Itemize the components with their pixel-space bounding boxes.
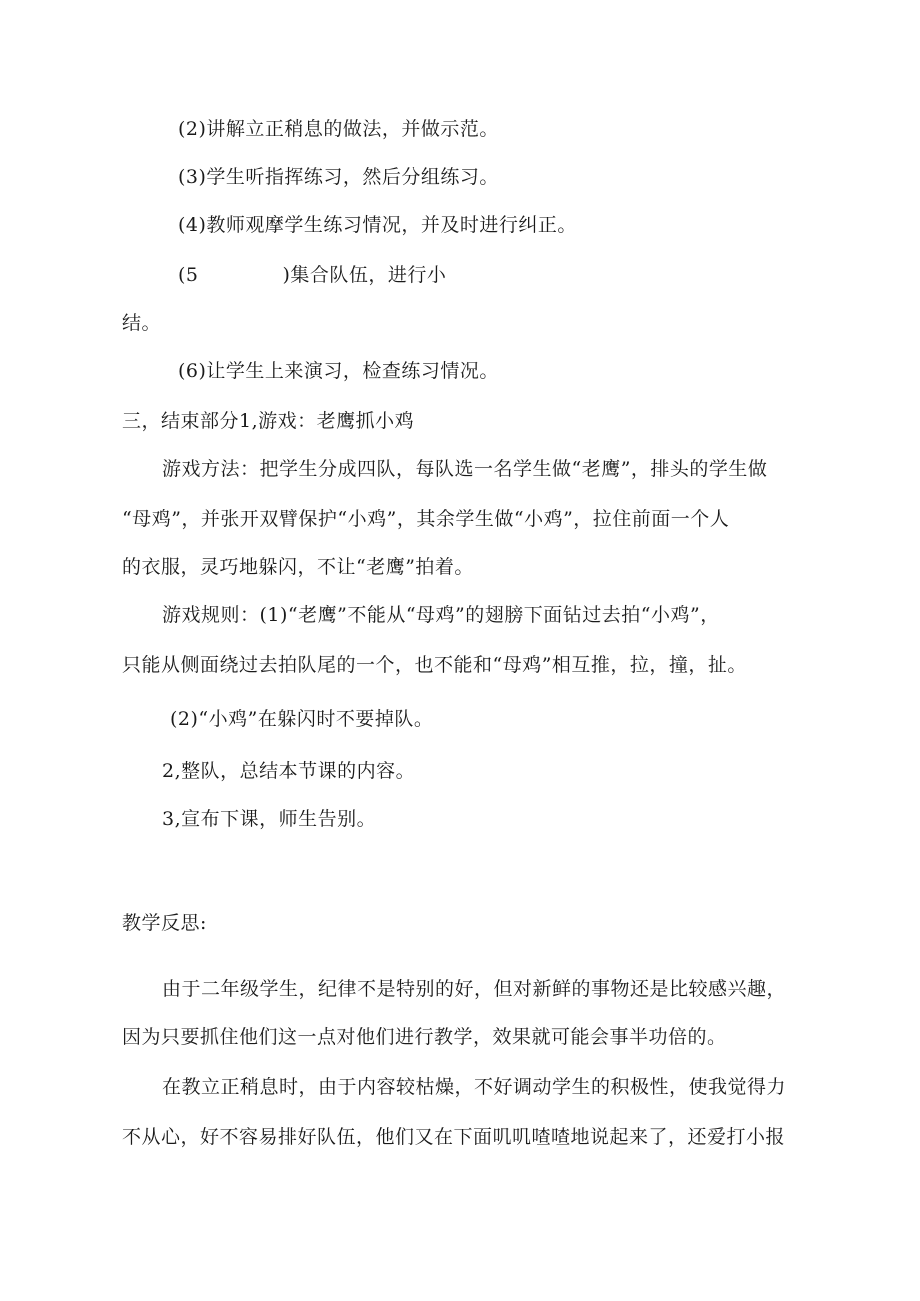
game-method-line-2: “母鸡”，并张开双臂保护“小鸡”，其余学生做“小鸡”，拉住前面一个人 (122, 508, 730, 530)
reflection-paragraph-2-line-2: 不从心，好不容易排好队伍，他们又在下面叽叽喳喳地说起来了，还爱打小报 (122, 1126, 786, 1148)
reflection-title: 教学反思: (122, 912, 207, 934)
reflection-paragraph-2-line-1: 在教立正稍息时，由于内容较枯燥，不好调动学生的积极性，使我觉得力 (162, 1076, 787, 1098)
step-5-continued-line: 结。 (122, 312, 162, 334)
step-6-line: (6)让学生上来演习，检查练习情况。 (178, 360, 499, 382)
reflection-paragraph-1-line-2: 因为只要抓住他们这一点对他们进行教学，效果就可能会事半功倍的。 (122, 1026, 727, 1048)
step-5-number: (5 (178, 264, 199, 286)
end-step-3-line: 3,宣布下课，师生告别。 (162, 808, 377, 830)
game-rules-line-1: 游戏规则：(1)“老鹰”不能从“母鸡”的翅膀下面钻过去拍“小鸡”， (162, 604, 720, 626)
section-3-heading: 三，结束部分1,游戏：老鹰抓小鸡 (122, 410, 415, 432)
step-3-line: (3)学生听指挥练习，然后分组练习。 (178, 166, 499, 188)
step-2-line: (2)讲解立正稍息的做法，并做示范。 (178, 118, 499, 140)
step-5-line (178, 262, 446, 288)
game-method-line-1: 游戏方法：把学生分成四队，每队选一名学生做“老鹰”，排头的学生做 (162, 458, 768, 480)
step-4-line: (4)教师观摩学生练习情况，并及时进行纠正。 (178, 214, 577, 236)
game-rules-line-2: 只能从侧面绕过去拍队尾的一个，也不能和“母鸡”相互推，拉，撞，扯。 (122, 654, 747, 676)
reflection-paragraph-1-line-1: 由于二年级学生，纪律不是特别的好，但对新鲜的事物还是比较感兴趣， (162, 978, 787, 1000)
game-rules-line-3: (2)“小鸡”在躲闪时不要掉队。 (170, 708, 434, 730)
step-5-text: )集合队伍，进行小 (282, 264, 447, 286)
end-step-2-line: 2,整队，总结本节课的内容。 (162, 760, 416, 782)
game-method-line-3: 的衣服，灵巧地躲闪，不让“老鹰”拍着。 (122, 556, 474, 578)
